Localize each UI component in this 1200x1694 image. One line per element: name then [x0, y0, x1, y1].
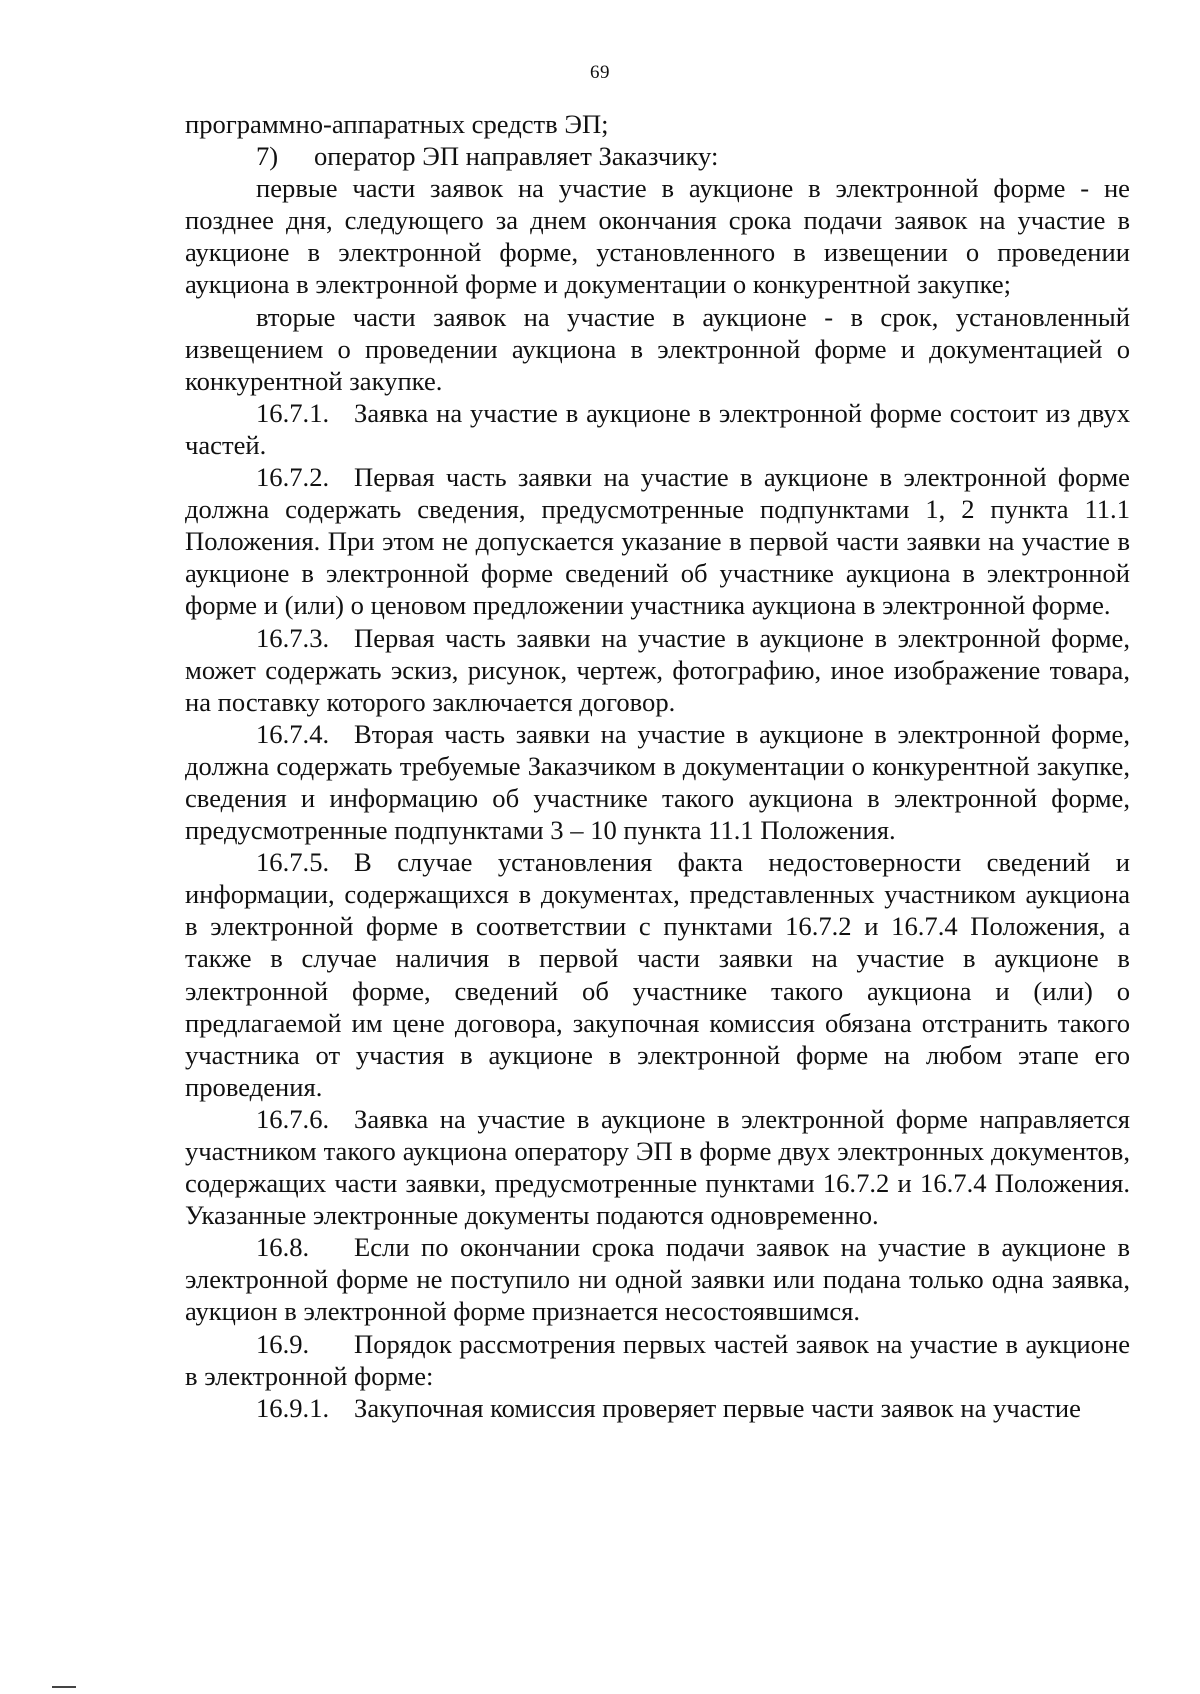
- clause-16-9-1: [185, 1392, 1130, 1424]
- paragraph: [185, 301, 1130, 397]
- paragraph: [185, 172, 1130, 300]
- clause-16-7-4: [185, 718, 1130, 846]
- page-number: 69: [590, 62, 610, 83]
- clause-text: Первая часть заявки на участие в аукционе в электронной форме должна содержать сведения, предусмотренные подпунктами 1, 2 пункта 11.1 Положения. При этом не допускается указание в первой части заявки на участие в аукционе в электронной форме сведений об участнике аукциона в электронной форме и (или) о ценовом предложении участника аукциона в электронной форме.: [185, 462, 1130, 621]
- clause-16-9: [185, 1328, 1130, 1392]
- paragraph-text: программно-аппаратных средств ЭП;: [185, 109, 609, 139]
- clause-number: 16.8.: [256, 1232, 310, 1263]
- clause-number: 16.9.1.: [256, 1392, 330, 1423]
- clause-16-7-3: [185, 622, 1130, 718]
- scan-mark: [52, 1686, 76, 1688]
- clause-text: Порядок рассмотрения первых частей заявок на участие в аукционе в электронной форме:: [185, 1328, 1130, 1391]
- clause-text: Заявка на участие в аукционе в электронной форме направляется участником такого аукциона оператору ЭП в форме двух электронных документов, содержащих части заявки, предусмотренные пунктами 16.7.2 и 16.7.4 Положения. Указанные электронные документы подаются одновременно.: [185, 1103, 1130, 1231]
- clause-16-7-2: [185, 461, 1130, 621]
- clause-text: Если по окончании срока подачи заявок на участие в аукционе в электронной форме не поступило ни одной заявки или подана только одна заявка, аукцион в электронной форме признается несостоявшимся.: [185, 1232, 1130, 1327]
- clause-number: 16.7.6.: [256, 1103, 330, 1134]
- clause-number: 16.7.2.: [256, 462, 330, 493]
- clause-number: 16.7.3.: [256, 622, 330, 653]
- clause-text: В случае установления факта недостоверности сведений и информации, содержащихся в документах, представленных участником аукциона в электронной форме в соответствии с пунктами 16.7.2 и 16.7.4 Положения, а также в случае наличия в первой части заявки на участие в аукционе в электронной форме, сведений об участнике такого аукциона и (или) о предлагаемой им цене договора, закупочная комиссия обязана отстранить такого участника от участия в аукционе в электронной форме на любом этапе его проведения.: [185, 847, 1130, 1102]
- clause-number: 16.7.1.: [256, 397, 330, 428]
- clause-text: Заявка на участие в аукционе в электронной форме состоит из двух частей.: [185, 397, 1130, 460]
- item-number: 7): [256, 141, 279, 172]
- paragraph-text: первые части заявок на участие в аукционе в электронной форме - не позднее дня, следующего за днем окончания срока подачи заявок на участие в аукционе в электронной форме, установленного в извещении о проведении аукциона в электронной форме и документации о конкурентной закупке;: [185, 173, 1130, 300]
- clause-text: Первая часть заявки на участие в аукционе в электронной форме, может содержать эскиз, рисунок, чертеж, фотографию, иное изображение товара, на поставку которого заключается договор.: [185, 622, 1130, 717]
- clause-16-8: [185, 1231, 1130, 1327]
- clause-16-7-6: [185, 1103, 1130, 1231]
- paragraph-text: вторые части заявок на участие в аукционе - в срок, установленный извещением о проведении аукциона в электронной форме и документацией о конкурентной закупке.: [185, 301, 1130, 396]
- clause-number: 16.7.5.: [256, 847, 330, 878]
- paragraph: [185, 108, 1130, 140]
- clause-16-7-5: [185, 846, 1130, 1103]
- paragraph-item-7: [185, 140, 1130, 172]
- clause-number: 16.7.4.: [256, 718, 330, 749]
- document-body: [185, 108, 1130, 1424]
- paragraph-text: оператор ЭП направляет Заказчику:: [314, 141, 719, 172]
- clause-text: Закупочная комиссия проверяет первые части заявок на участие: [354, 1392, 1081, 1423]
- clause-text: Вторая часть заявки на участие в аукционе в электронной форме, должна содержать требуемые Заказчиком в документации о конкурентной закупке, сведения и информацию об участнике такого аукциона в электронной форме, предусмотренные подпунктами 3 – 10 пункта 11.1 Положения.: [185, 718, 1130, 846]
- clause-number: 16.9.: [256, 1328, 310, 1359]
- clause-16-7-1: [185, 397, 1130, 461]
